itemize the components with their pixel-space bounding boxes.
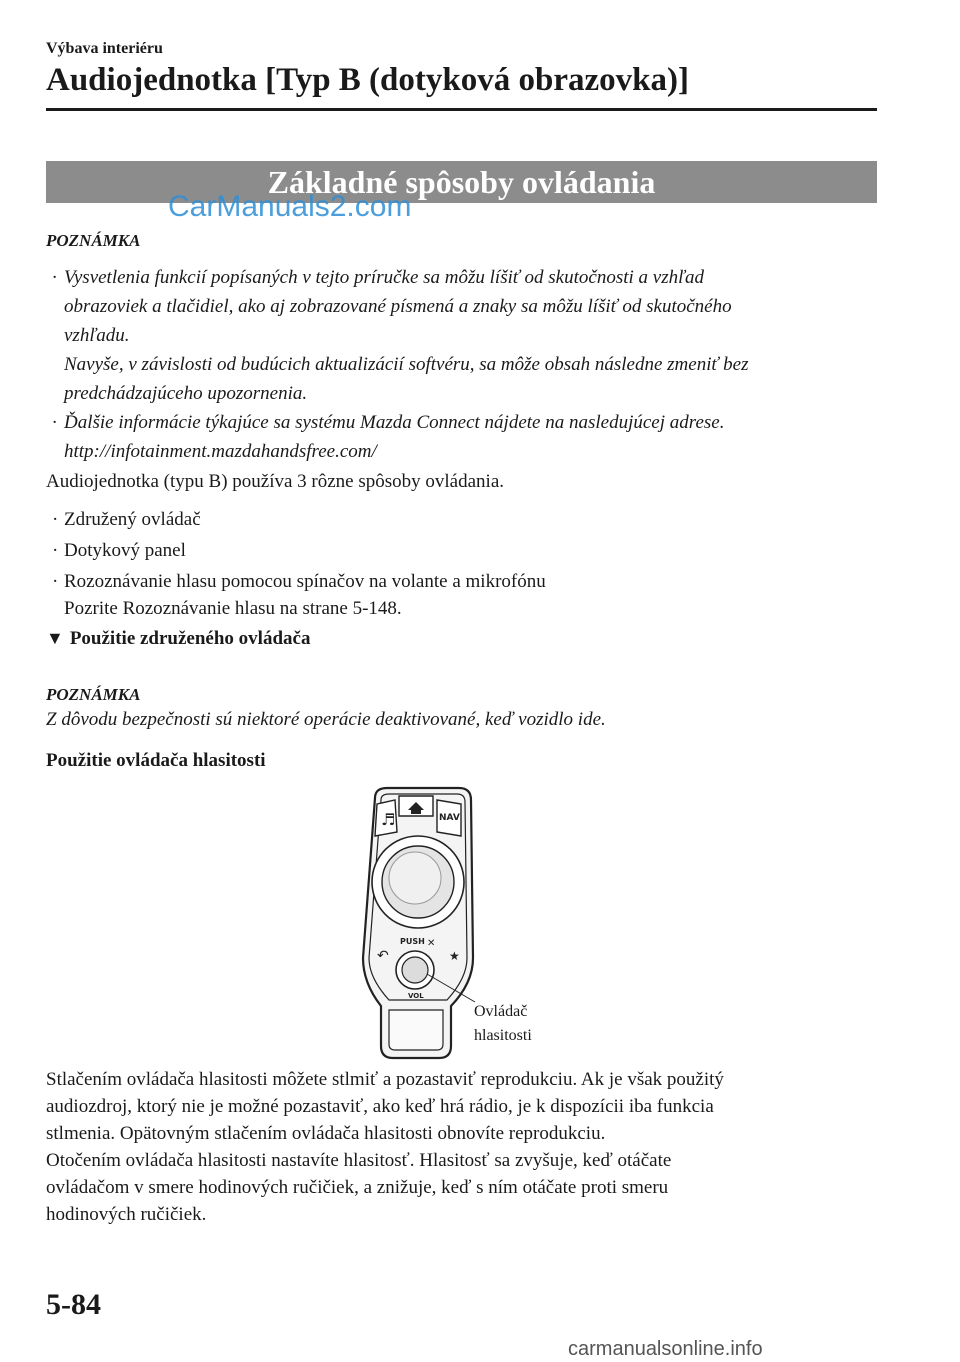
note-bullet <box>52 263 748 292</box>
list-item-label: Dotykový panel <box>64 540 186 561</box>
note-body <box>52 263 749 466</box>
favorite-star-icon: ★ <box>449 949 460 963</box>
list-item <box>52 568 546 595</box>
paragraph-line: audiozdroj, ktorý nie je možné pozastaviť, ako keď hrá rádio, je k dispozícii iba funkcia <box>46 1096 714 1117</box>
triangle-down-icon: ▼ <box>46 628 64 648</box>
note-line: vzhľadu. <box>64 325 130 346</box>
list-item-label: Združený ovládač <box>64 509 201 530</box>
section-label: Výbava interiéru <box>46 40 163 57</box>
volume-heading: Použitie ovládača hlasitosti <box>46 750 266 771</box>
nav-label: NAV <box>439 813 460 823</box>
bullet-dot: · <box>52 571 59 592</box>
push-label: PUSH <box>400 937 425 946</box>
subsection-title: Použitie združeného ovládača <box>69 628 311 649</box>
footer-watermark: carmanualsonline.info <box>568 1338 763 1360</box>
mute-icon: ✕ <box>427 938 436 949</box>
volume-callout <box>474 1000 532 1048</box>
bullet-dot: · <box>52 412 57 433</box>
note-title: POZNÁMKA <box>46 685 141 704</box>
note-line: Ďalšie informácie týkajúce sa systému Mazda Connect nájdete na nasledujúcej adrese. <box>64 412 725 433</box>
note-line: predchádzajúceho upozornenia. <box>64 383 308 404</box>
note-line: Vysvetlenia funkcií popísaných v tejto príručke sa môžu líšiť od skutočnosti a vzhľad <box>64 267 705 288</box>
reference-text: Pozrite Rozoznávanie hlasu na strane 5-148. <box>64 598 402 619</box>
section-banner: Základné spôsoby ovládania <box>46 161 877 203</box>
callout-line: hlasitosti <box>474 1027 532 1044</box>
subsection-heading <box>46 628 310 650</box>
vol-label: VOL <box>408 992 424 1000</box>
paragraph-line: stlmenia. Opätovným stlačením ovládača hlasitosti obnovíte reprodukciu. <box>46 1123 606 1144</box>
banner-watermark: CarManuals2.com <box>168 190 412 223</box>
list-item <box>52 506 546 533</box>
main-knob-top <box>389 852 441 904</box>
page-number: 5-84 <box>46 1288 101 1321</box>
note-title: POZNÁMKA <box>46 231 141 250</box>
volume-knob <box>402 957 428 983</box>
paragraph-line: Stlačením ovládača hlasitosti môžete stlmiť a pozastaviť reprodukciu. Ak je však použitý <box>46 1069 724 1090</box>
paragraph-line: ovládačom v smere hodinových ručičiek, a znižuje, keď s ním otáčate proti smeru <box>46 1177 669 1198</box>
url-text: http://infotainment.mazdahandsfree.com/ <box>64 441 377 462</box>
note-line: obrazoviek a tlačidiel, ako aj zobrazované písmená a znaky sa môžu líšiť od skutočného <box>64 296 732 317</box>
note-bullet <box>52 408 748 437</box>
note-line: Navyše, v závislosti od budúcich aktualizácií softvéru, sa môže obsah následne zmeniť bez <box>64 354 749 375</box>
bullet-dot: · <box>52 540 59 561</box>
back-icon: ↶ <box>377 948 389 964</box>
palm-rest <box>389 1010 443 1050</box>
bullet-dot: · <box>52 267 57 288</box>
commander-controller-figure <box>355 778 565 1068</box>
callout-line: Ovládač <box>474 1003 528 1020</box>
intro-text: Audiojednotka (typu B) používa 3 rôzne spôsoby ovládania. <box>46 471 505 492</box>
list-item <box>52 537 546 564</box>
chapter-title: Audiojednotka [Typ B (dotyková obrazovka)] <box>46 62 689 98</box>
volume-paragraph <box>46 1066 724 1228</box>
note-text: Z dôvodu bezpečnosti sú niektoré operácie deaktivované, keď vozidlo ide. <box>46 709 606 730</box>
paragraph-line: Otočením ovládača hlasitosti nastavíte hlasitosť. Hlasitosť sa zvyšuje, keď otáčate <box>46 1150 672 1171</box>
music-note-icon: ♬ <box>381 810 396 829</box>
paragraph-line: hodinových ručičiek. <box>46 1204 207 1225</box>
header-rule <box>46 108 877 111</box>
list-item-label: Rozoznávanie hlasu pomocou spínačov na volante a mikrofónu <box>64 571 546 592</box>
method-list <box>52 506 546 622</box>
bullet-dot: · <box>52 509 59 530</box>
